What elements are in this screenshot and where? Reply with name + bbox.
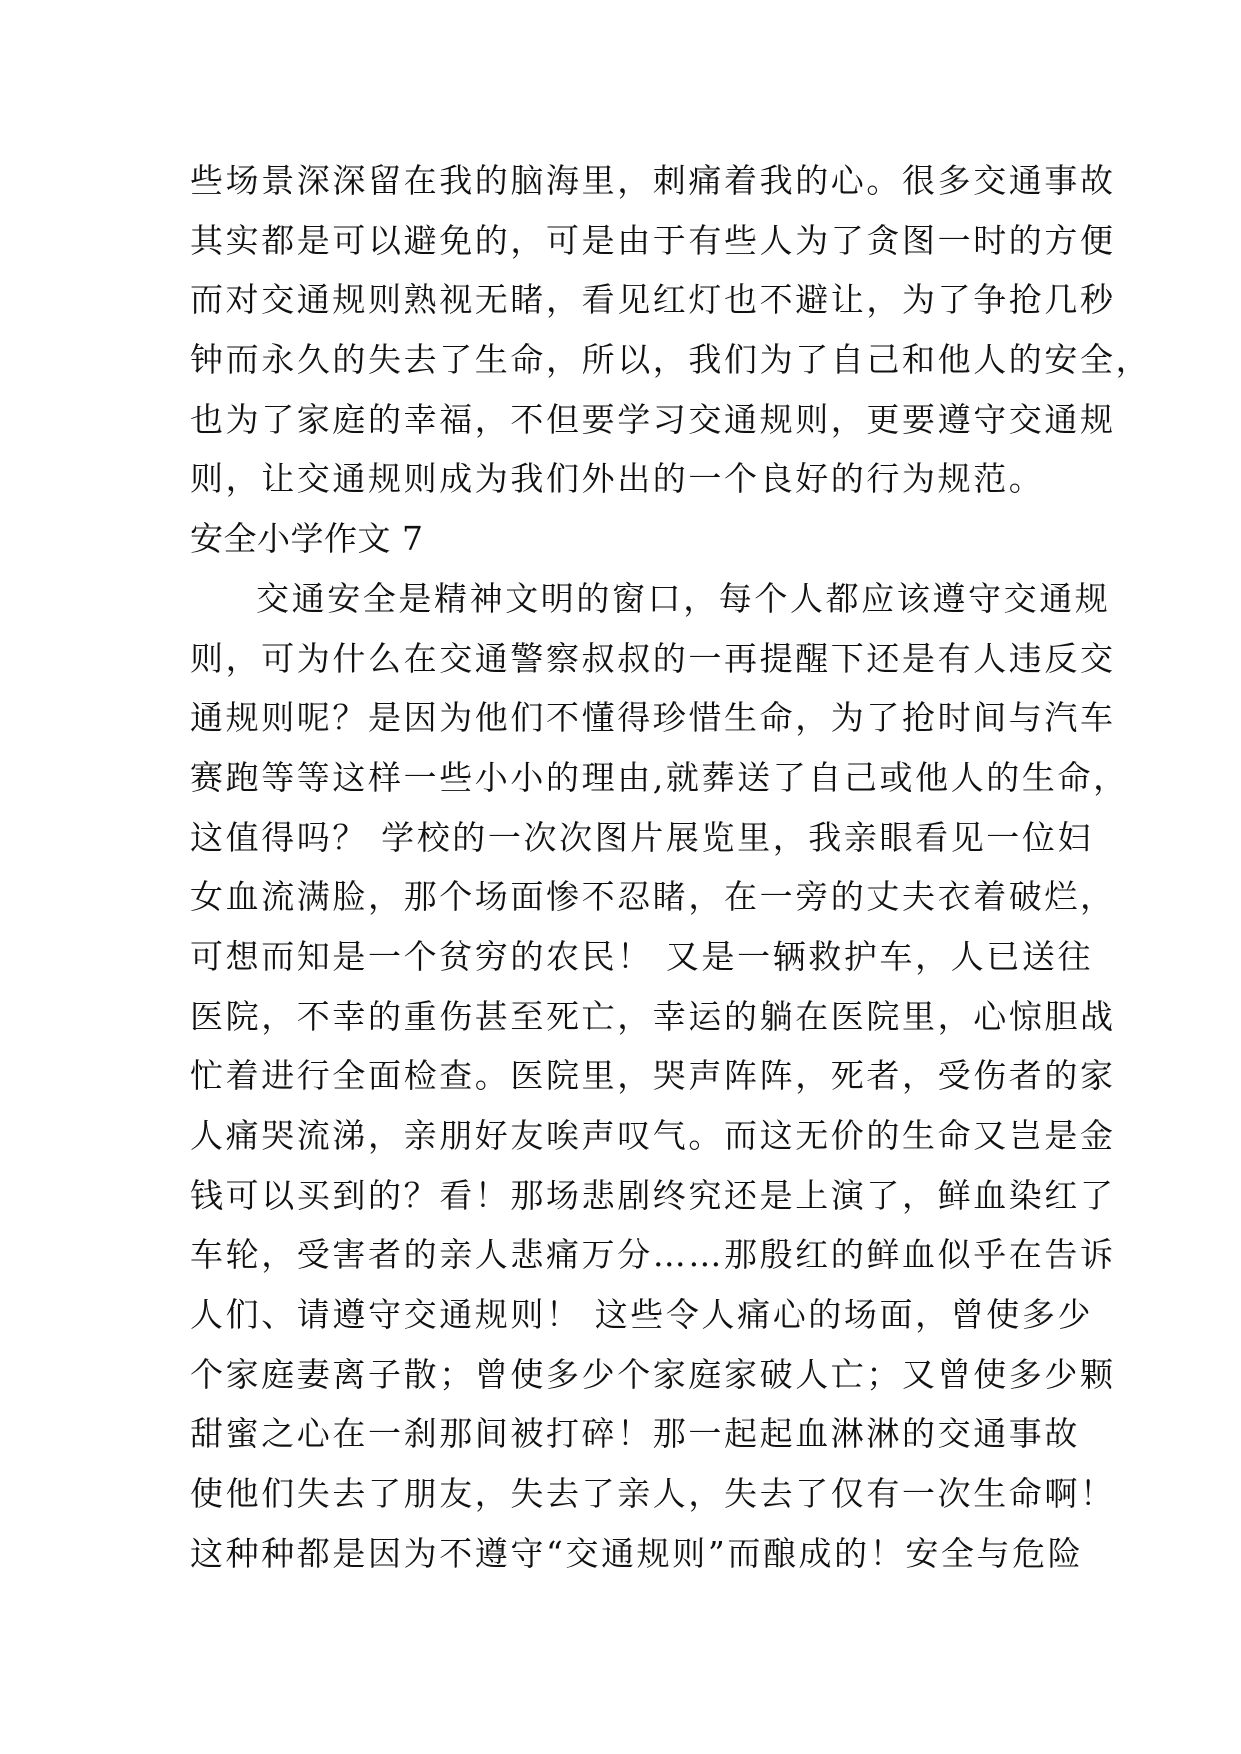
text-line: 这值得吗？ 学校的一次次图片展览里，我亲眼看见一位妇 bbox=[190, 817, 1094, 857]
text-line: 通规则呢？是因为他们不懂得珍惜生命，为了抢时间与汽车 bbox=[190, 698, 1116, 738]
text-line: 则，可为什么在交通警察叔叔的一再提醒下还是有人违反交 bbox=[190, 638, 1116, 678]
section-heading: 安全小学作文 7 bbox=[190, 519, 424, 559]
text-line: 忙着进行全面检查。医院里，哭声阵阵，死者，受伤者的家 bbox=[190, 1056, 1116, 1096]
text-line: 人痛哭流涕，亲朋好友唉声叹气。而这无价的生命又岂是金 bbox=[190, 1116, 1116, 1155]
text-line: 医院，不幸的重伤甚至死亡，幸运的躺在医院里，心惊胆战 bbox=[190, 996, 1116, 1036]
text-line: 人们、请遵守交通规则！ 这些令人痛心的场面，曾使多少 bbox=[190, 1295, 1094, 1335]
document-body bbox=[190, 151, 1152, 1584]
text-line: 也为了家庭的幸福，不但要学习交通规则，更要遵守交通规 bbox=[190, 399, 1116, 439]
text-line: 使他们失去了朋友，失去了亲人，失去了仅有一次生命啊！ bbox=[190, 1474, 1116, 1514]
text-line: 可想而知是一个贫穷的农民！ 又是一辆救护车，人已送往 bbox=[190, 936, 1094, 976]
text-line: 钱可以买到的？看！那场悲剧终究还是上演了，鲜血染红了 bbox=[190, 1175, 1116, 1215]
text-line: 交通安全是精神文明的窗口，每个人都应该遵守交通规 bbox=[256, 578, 1111, 618]
text-line: 则，让交通规则成为我们外出的一个良好的行为规范。 bbox=[190, 459, 1045, 499]
text-line: 赛跑等等这样一些小小的理由,就葬送了自己或他人的生命， bbox=[190, 757, 1129, 797]
text-line: 女血流满脸，那个场面惨不忍睹，在一旁的丈夫衣着破烂， bbox=[190, 877, 1116, 917]
text-line: 其实都是可以避免的，可是由于有些人为了贪图一时的方便 bbox=[190, 220, 1116, 260]
text-line: 些场景深深留在我的脑海里，刺痛着我的心。很多交通事故 bbox=[190, 161, 1116, 200]
text-line: 而对交通规则熟视无睹，看见红灯也不避让，为了争抢几秒 bbox=[190, 280, 1116, 320]
text-line: 车轮，受害者的亲人悲痛万分……那殷红的鲜血似乎在告诉 bbox=[190, 1235, 1116, 1275]
text-line: 这种种都是因为不遵守“交通规则”而酿成的！安全与危险 bbox=[190, 1533, 1084, 1573]
text-line: 甜蜜之心在一刹那间被打碎！那一起起血淋淋的交通事故 bbox=[190, 1414, 1080, 1454]
text-line: 个家庭妻离子散；曾使多少个家庭家破人亡；又曾使多少颗 bbox=[190, 1354, 1116, 1394]
text-line: 钟而永久的失去了生命，所以，我们为了自己和他人的安全， bbox=[190, 340, 1152, 380]
